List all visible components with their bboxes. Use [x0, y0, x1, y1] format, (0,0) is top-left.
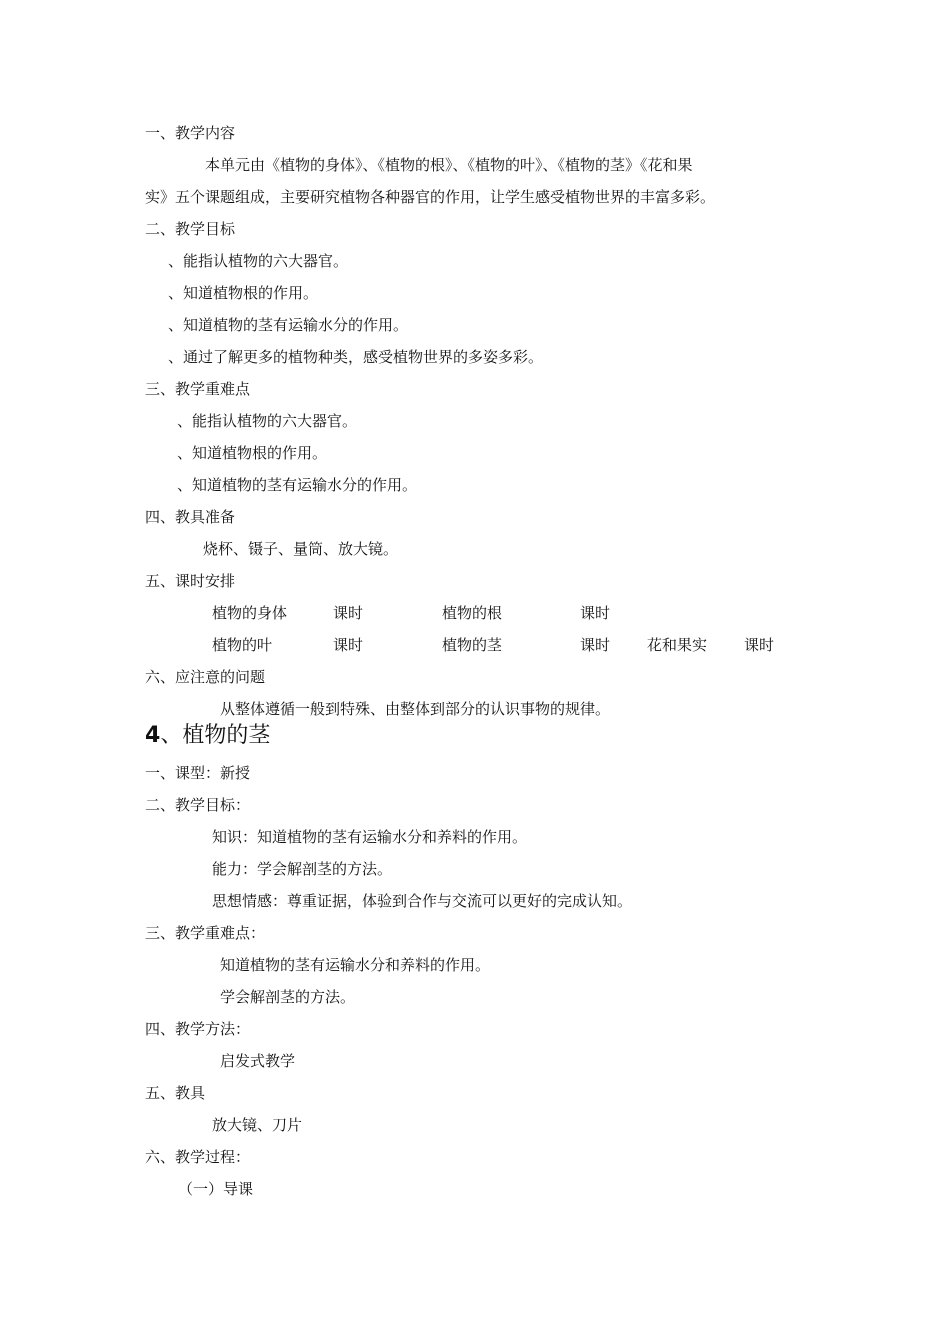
goal-item: 、知道植物根的作用。: [168, 284, 319, 302]
lesson-type: 一、课型：新授: [145, 764, 251, 782]
schedule-cell: 植物的身体: [212, 604, 288, 622]
lesson-process-heading: 六、教学过程：: [145, 1148, 251, 1166]
lesson-tools: 放大镜、刀片: [212, 1116, 303, 1134]
lesson-goals-heading: 二、教学目标：: [145, 796, 251, 814]
lesson-title: [145, 722, 270, 750]
key-point-item: 、能指认植物的六大器官。: [177, 412, 358, 430]
section-heading-schedule: 五、课时安排: [145, 572, 236, 590]
section-heading-key-points: 三、教学重难点: [145, 380, 251, 398]
goal-item: 、知道植物的茎有运输水分的作用。: [168, 316, 409, 334]
schedule-cell: 课时: [580, 604, 611, 622]
section-heading-tools: 四、教具准备: [145, 508, 236, 526]
lesson-goal: 能力：学会解剖茎的方法。: [212, 860, 393, 878]
lesson-process-step: （一）导课: [178, 1180, 254, 1198]
content-paragraph-line: 实》五个课题组成，主要研究植物各种器官的作用，让学生感受植物世界的丰富多彩。: [145, 188, 716, 206]
content-paragraph-line: 本单元由《植物的身体》、《植物的根》、《植物的叶》、《植物的茎》《花和果: [205, 156, 693, 174]
notes-text: 从整体遵循一般到特殊、由整体到部分的认识事物的规律。: [220, 700, 611, 718]
lesson-method-heading: 四、教学方法：: [145, 1020, 251, 1038]
lesson-tools-heading: 五、教具: [145, 1084, 206, 1102]
lesson-title-text: 、植物的茎: [160, 723, 271, 748]
lesson-key-point: 学会解剖茎的方法。: [220, 988, 356, 1006]
tools-text: 烧杯、镊子、量筒、放大镜。: [203, 540, 399, 558]
schedule-cell: 课时: [333, 604, 364, 622]
goal-item: 、通过了解更多的植物种类，感受植物世界的多姿多彩。: [168, 348, 544, 366]
lesson-key-heading: 三、教学重难点：: [145, 924, 266, 942]
schedule-cell: 课时: [744, 636, 775, 654]
schedule-cell: 课时: [580, 636, 611, 654]
section-heading-notes: 六、应注意的问题: [145, 668, 266, 686]
key-point-item: 、知道植物的茎有运输水分的作用。: [177, 476, 418, 494]
lesson-key-point: 知道植物的茎有运输水分和养料的作用。: [220, 956, 491, 974]
section-heading-content: 一、教学内容: [145, 124, 236, 142]
schedule-cell: 植物的叶: [212, 636, 273, 654]
lesson-method: 启发式教学: [220, 1052, 296, 1070]
schedule-cell: 课时: [333, 636, 364, 654]
schedule-cell: 植物的根: [442, 604, 503, 622]
lesson-goal: 思想情感：尊重证据，体验到合作与交流可以更好的完成认知。: [212, 892, 633, 910]
lesson-goal: 知识：知道植物的茎有运输水分和养料的作用。: [212, 828, 528, 846]
goal-item: 、能指认植物的六大器官。: [168, 252, 349, 270]
schedule-cell: 植物的茎: [442, 636, 503, 654]
key-point-item: 、知道植物根的作用。: [177, 444, 328, 462]
lesson-number: 4: [145, 723, 161, 748]
schedule-cell: 花和果实: [647, 636, 708, 654]
section-heading-goals: 二、教学目标: [145, 220, 236, 238]
